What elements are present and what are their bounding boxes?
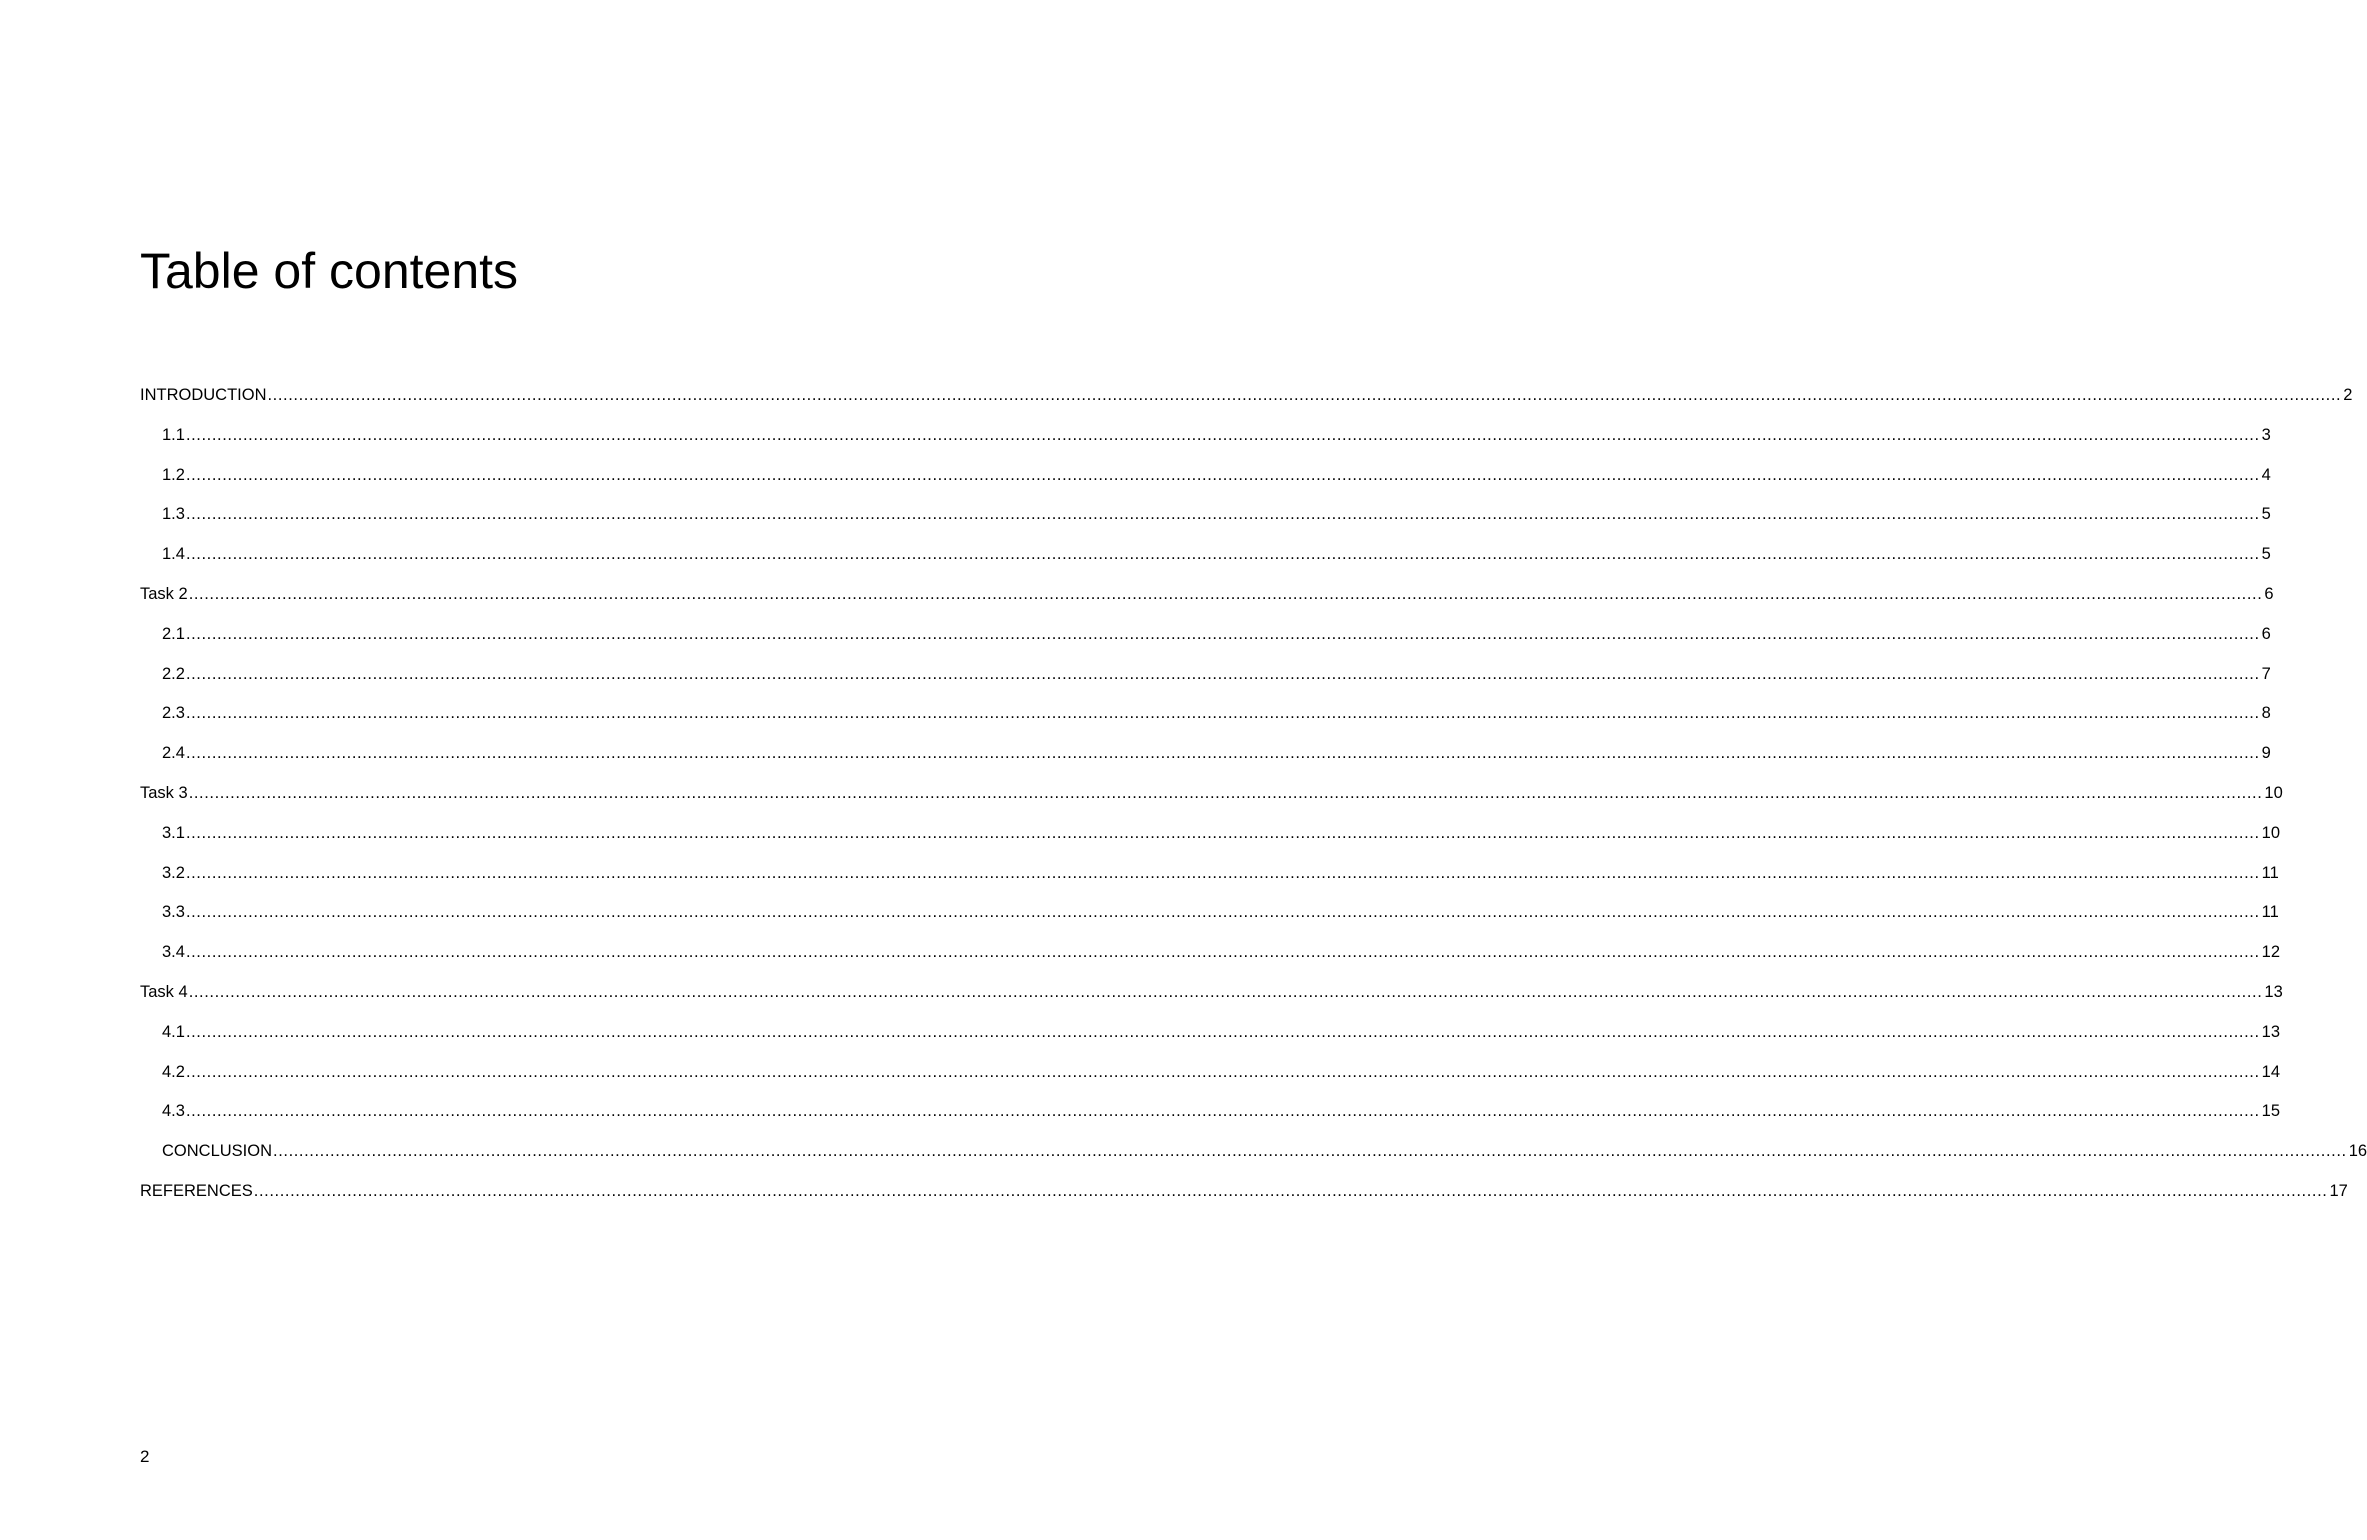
toc-entry-label: 2.3	[162, 704, 185, 723]
toc-dot-leader: ................................................................................................................................................................................................................................................................................................................................................................................................................	[185, 1062, 2260, 1081]
toc-entry-label: Task 2	[140, 584, 188, 603]
toc-entry-page-number: 10	[2264, 783, 2283, 802]
toc-dot-leader: ................................................................................................................................................................................................................................................................................................................................................................................................................	[253, 1181, 2328, 1200]
toc-dot-leader: ................................................................................................................................................................................................................................................................................................................................................................................................................	[185, 1022, 2260, 1041]
toc-entry[interactable]	[140, 1140, 2367, 1180]
toc-dot-leader: ................................................................................................................................................................................................................................................................................................................................................................................................................	[185, 943, 2260, 962]
toc-dot-leader: ................................................................................................................................................................................................................................................................................................................................................................................................................	[273, 1142, 2347, 1161]
toc-dot-leader: ................................................................................................................................................................................................................................................................................................................................................................................................................	[188, 982, 2263, 1001]
toc-entry-label: 4.3	[162, 1102, 185, 1121]
toc-dot-leader: ................................................................................................................................................................................................................................................................................................................................................................................................................	[185, 545, 2260, 564]
toc-dot-leader: ................................................................................................................................................................................................................................................................................................................................................................................................................	[188, 783, 2263, 802]
toc-entry-label: 3.2	[162, 863, 185, 882]
toc-entry-page-number: 10	[2261, 823, 2280, 842]
toc-entry-label: CONCLUSION	[162, 1142, 273, 1161]
toc-entry-label: REFERENCES	[140, 1181, 253, 1200]
toc-dot-leader: ................................................................................................................................................................................................................................................................................................................................................................................................................	[185, 704, 2260, 723]
toc-entry-label: 2.1	[162, 624, 185, 643]
table-of-contents	[140, 384, 2367, 1220]
toc-entry-page-number: 2	[2343, 386, 2353, 404]
toc-entry-page-number: 14	[2261, 1062, 2280, 1081]
toc-entry[interactable]	[140, 1100, 2280, 1140]
toc-dot-leader: ................................................................................................................................................................................................................................................................................................................................................................................................................	[185, 863, 2260, 882]
toc-entry[interactable]	[140, 1061, 2280, 1101]
toc-entry[interactable]	[140, 862, 2279, 902]
toc-entry[interactable]	[140, 822, 2280, 862]
toc-entry-page-number: 6	[2264, 584, 2274, 603]
toc-entry[interactable]	[140, 742, 2271, 782]
toc-dot-leader: ................................................................................................................................................................................................................................................................................................................................................................................................................	[185, 624, 2260, 643]
toc-entry[interactable]	[140, 583, 2274, 623]
toc-entry-page-number: 12	[2261, 943, 2280, 962]
toc-entry-label: 4.2	[162, 1062, 185, 1081]
page-title: Table of contents	[140, 243, 519, 299]
toc-entry-page-number: 8	[2261, 704, 2271, 723]
toc-entry[interactable]	[140, 1180, 2348, 1220]
toc-entry-page-number: 5	[2261, 505, 2271, 524]
toc-entry[interactable]	[140, 543, 2271, 583]
toc-dot-leader: ................................................................................................................................................................................................................................................................................................................................................................................................................	[185, 664, 2260, 683]
toc-entry-label: 3.3	[162, 903, 185, 922]
toc-entry-page-number: 9	[2261, 744, 2271, 763]
toc-entry-label: Task 4	[140, 982, 188, 1001]
toc-entry-label: INTRODUCTION	[140, 386, 267, 404]
toc-entry-label: 3.4	[162, 943, 185, 962]
toc-entry[interactable]	[140, 1021, 2280, 1061]
toc-dot-leader: ................................................................................................................................................................................................................................................................................................................................................................................................................	[185, 425, 2260, 444]
toc-entry-page-number: 6	[2261, 624, 2271, 643]
toc-entry-page-number: 7	[2261, 664, 2271, 683]
toc-entry-page-number: 17	[2329, 1181, 2348, 1200]
toc-entry-label: 3.1	[162, 823, 185, 842]
toc-entry-page-number: 11	[2261, 863, 2279, 882]
toc-entry-page-number: 15	[2261, 1102, 2280, 1121]
toc-entry[interactable]	[140, 424, 2271, 464]
toc-entry[interactable]	[140, 702, 2271, 742]
toc-entry-label: 1.1	[162, 425, 185, 444]
toc-dot-leader: ................................................................................................................................................................................................................................................................................................................................................................................................................	[185, 465, 2260, 484]
toc-entry[interactable]	[140, 782, 2283, 822]
toc-entry[interactable]	[140, 464, 2271, 504]
toc-entry[interactable]	[140, 981, 2283, 1021]
toc-dot-leader: ................................................................................................................................................................................................................................................................................................................................................................................................................	[185, 1102, 2260, 1121]
toc-entry-page-number: 11	[2261, 903, 2279, 922]
toc-entry-page-number: 13	[2261, 1022, 2280, 1041]
toc-entry-page-number: 5	[2261, 545, 2271, 564]
toc-entry[interactable]	[140, 663, 2271, 703]
toc-entry-page-number: 4	[2261, 465, 2271, 484]
toc-dot-leader: ................................................................................................................................................................................................................................................................................................................................................................................................................	[185, 505, 2260, 524]
toc-entry[interactable]	[140, 623, 2271, 663]
page-number: 2	[140, 1447, 150, 1466]
toc-entry-label: 1.3	[162, 505, 185, 524]
toc-entry-label: 2.2	[162, 664, 185, 683]
toc-dot-leader: ................................................................................................................................................................................................................................................................................................................................................................................................................	[185, 744, 2260, 763]
toc-entry-page-number: 3	[2261, 425, 2271, 444]
toc-entry[interactable]	[140, 503, 2271, 543]
toc-entry-page-number: 16	[2348, 1142, 2367, 1161]
toc-dot-leader: ................................................................................................................................................................................................................................................................................................................................................................................................................	[185, 823, 2260, 842]
toc-entry-page-number: 13	[2264, 982, 2283, 1001]
toc-entry[interactable]	[140, 384, 2353, 424]
toc-dot-leader: ................................................................................................................................................................................................................................................................................................................................................................................................................	[267, 386, 2342, 404]
toc-dot-leader: ................................................................................................................................................................................................................................................................................................................................................................................................................	[188, 584, 2263, 603]
toc-entry-label: 1.4	[162, 545, 185, 564]
toc-entry-label: Task 3	[140, 783, 188, 802]
toc-entry-label: 4.1	[162, 1022, 185, 1041]
toc-entry-label: 1.2	[162, 465, 185, 484]
toc-dot-leader: ................................................................................................................................................................................................................................................................................................................................................................................................................	[185, 903, 2260, 922]
toc-entry[interactable]	[140, 901, 2279, 941]
toc-entry[interactable]	[140, 941, 2280, 981]
toc-entry-label: 2.4	[162, 744, 185, 763]
